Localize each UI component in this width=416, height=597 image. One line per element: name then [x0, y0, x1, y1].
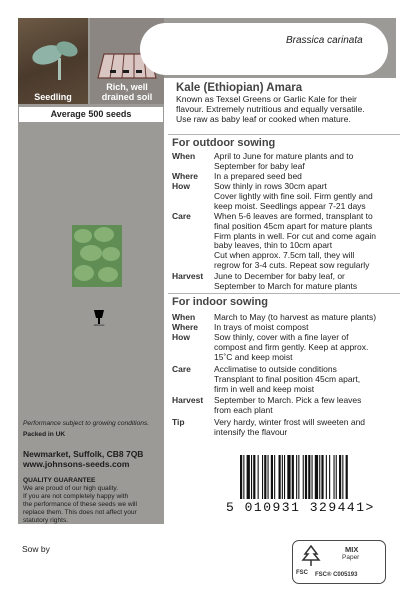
barcode-bar [339, 455, 341, 499]
row-line: baby leaves, thin to 10cm apart [214, 240, 333, 251]
row-line: Firm plants in well. For cut and come again [214, 230, 377, 241]
barcode-bar [303, 455, 304, 499]
barcode-bar [312, 455, 313, 499]
row-label: When [172, 312, 196, 322]
row-line: regrow for 3-4 cuts. Repeat sow regularly [214, 259, 370, 270]
seed-count: Average 500 seeds [18, 106, 164, 123]
barcode-bar [319, 455, 320, 499]
barcode-bar [271, 455, 273, 499]
description-line: Known as Texsel Greens or Garlic Kale for their [176, 94, 357, 104]
row-line: Transplant to final position 45cm apart, [214, 373, 361, 384]
barcode-bar [305, 455, 307, 499]
guarantee-line: statutory rights. [23, 517, 69, 524]
row-line: Very hardy, winter frost will sweeten and [214, 417, 366, 427]
barcode-bar [253, 455, 255, 499]
species-name: Brassica carinata [286, 35, 363, 46]
row-label: Care [172, 211, 191, 221]
fsc-label: FSC [296, 570, 308, 576]
row-label: Where [172, 322, 198, 332]
barcode-bar [251, 455, 252, 499]
company-info [18, 420, 164, 525]
row-value [214, 182, 406, 211]
row-label: Tip [172, 417, 185, 427]
barcode-bar [298, 455, 299, 499]
guarantee-line: the performance of these seeds we will [23, 501, 137, 508]
barcode-digits: 5 010931 329441 [226, 500, 366, 515]
barcode-number [226, 500, 375, 515]
barcode-bar [274, 455, 275, 499]
address-line-1: Newmarket, Suffolk, CB8 7QB [23, 449, 144, 459]
barcode-bar [258, 455, 259, 499]
barcode-bars [238, 455, 388, 501]
fsc-tree-icon [299, 545, 323, 567]
soil-caption-line-2: drained soil [101, 92, 153, 102]
row-line: compost and firm gently. Keep at approx. [214, 341, 369, 352]
address [23, 449, 159, 469]
fsc-mix: MIX [345, 545, 359, 554]
row-line: September for baby leaf [214, 160, 305, 171]
row-line: Sow thinly, cover with a fine layer of [214, 332, 349, 342]
barcode-trailer: > [365, 500, 375, 515]
barcode-bar [247, 455, 250, 499]
row-value [214, 365, 406, 394]
row-line: Acclimatise to outside conditions [214, 364, 337, 374]
row-value [214, 272, 406, 292]
sow-by-label: Sow by [22, 544, 50, 554]
fsc-paper: Paper [342, 554, 360, 561]
row-line: September to March. Pick a few leaves [214, 395, 362, 405]
header-oval [140, 23, 388, 75]
row-label: How [172, 181, 190, 191]
row-label: Harvest [172, 395, 204, 405]
barcode-bar [262, 455, 263, 499]
fsc-logo [292, 540, 386, 584]
row-value [214, 212, 406, 271]
row-line: final position 45cm apart for mature plants [214, 220, 373, 231]
row-line: In trays of moist compost [214, 322, 309, 332]
row-line: intensify the flavour [214, 426, 288, 437]
guarantee-line: If you are not completely happy with [23, 493, 129, 500]
row-line: When 5-6 leaves are formed, transplant to [214, 211, 373, 221]
barcode-bar [268, 455, 269, 499]
row-label: When [172, 151, 196, 161]
divider [168, 293, 400, 294]
guarantee-line: We are proud of our high quality. [23, 485, 119, 492]
soil-caption [90, 82, 164, 102]
indoor-heading: For indoor sowing [172, 296, 268, 308]
website: www.johnsons-seeds.com [23, 459, 130, 469]
barcode-bar [334, 455, 335, 499]
barcode-bar [329, 455, 330, 499]
row-value [214, 152, 406, 172]
outdoor-heading: For outdoor sowing [172, 137, 276, 149]
row-line: September to March for mature plants [214, 280, 358, 291]
soil-caption-line-1: Rich, well [106, 82, 148, 92]
row-label: Where [172, 171, 198, 181]
divider [168, 134, 400, 135]
row-label: Care [172, 364, 191, 374]
barcode-bar [243, 455, 244, 499]
barcode-bar [279, 455, 281, 499]
barcode-bar [240, 455, 242, 499]
row-label: Harvest [172, 271, 204, 281]
barcode-bar [282, 455, 283, 499]
row-line: April to June for mature plants and to [214, 151, 354, 161]
row-line: Cut when approx. 7.5cm tall, they will [214, 250, 355, 261]
packed-in: Packed in UK [23, 431, 66, 438]
row-line: keep moist. Seedlings appear 7-21 days [214, 200, 366, 211]
barcode-bar [346, 455, 348, 499]
barcode-bar [284, 455, 285, 499]
row-line: Cover lightly with fine soil. Firm gently and [214, 190, 373, 201]
seedling-caption: Seedling [34, 92, 72, 102]
row-value [214, 418, 406, 438]
barcode-bar [315, 455, 318, 499]
barcode-bar [264, 455, 266, 499]
sun-icon-label: Johnsons [93, 324, 105, 327]
guarantee-title: QUALITY GUARANTEE [23, 477, 96, 484]
left-panel [18, 18, 164, 524]
product-title: Kale (Ethiopian) Amara [176, 82, 303, 94]
product-description [176, 94, 402, 124]
full-sun-icon [93, 310, 105, 326]
barcode-bar [326, 455, 327, 499]
barcode-bar [287, 455, 290, 499]
guarantee-line: replace them. This does not affect your [23, 509, 137, 516]
row-label: How [172, 332, 190, 342]
guarantee-text [23, 485, 159, 525]
row-line: In a prepared seed bed [214, 171, 302, 181]
barcode-bar [296, 455, 297, 499]
row-line: Sow thinly in rows 30cm apart [214, 181, 327, 191]
barcode-bar [292, 455, 294, 499]
barcode-bar [342, 455, 343, 499]
row-line: from each plant [214, 404, 273, 415]
row-value [214, 396, 406, 416]
row-line: firm in well and keep moist [214, 383, 315, 394]
description-line: flavour. Extremely nutritious and equally versatile. [176, 104, 365, 114]
barcode-bar [308, 455, 310, 499]
kale-photo [72, 225, 122, 287]
seedling-photo [18, 18, 88, 104]
row-line: June to December for baby leaf, or [214, 271, 345, 281]
description-line: Use raw as baby leaf or cooked when mature. [176, 114, 351, 124]
fsc-code: FSC® C005193 [315, 572, 358, 578]
row-line: 15˚C and keep moist [214, 351, 293, 362]
performance-note: Performance subject to growing conditions. [23, 420, 150, 427]
barcode-bar [321, 455, 323, 499]
row-value [214, 333, 406, 362]
barcode-bar [336, 455, 337, 499]
row-line: March to May (to harvest as mature plants) [214, 312, 377, 322]
